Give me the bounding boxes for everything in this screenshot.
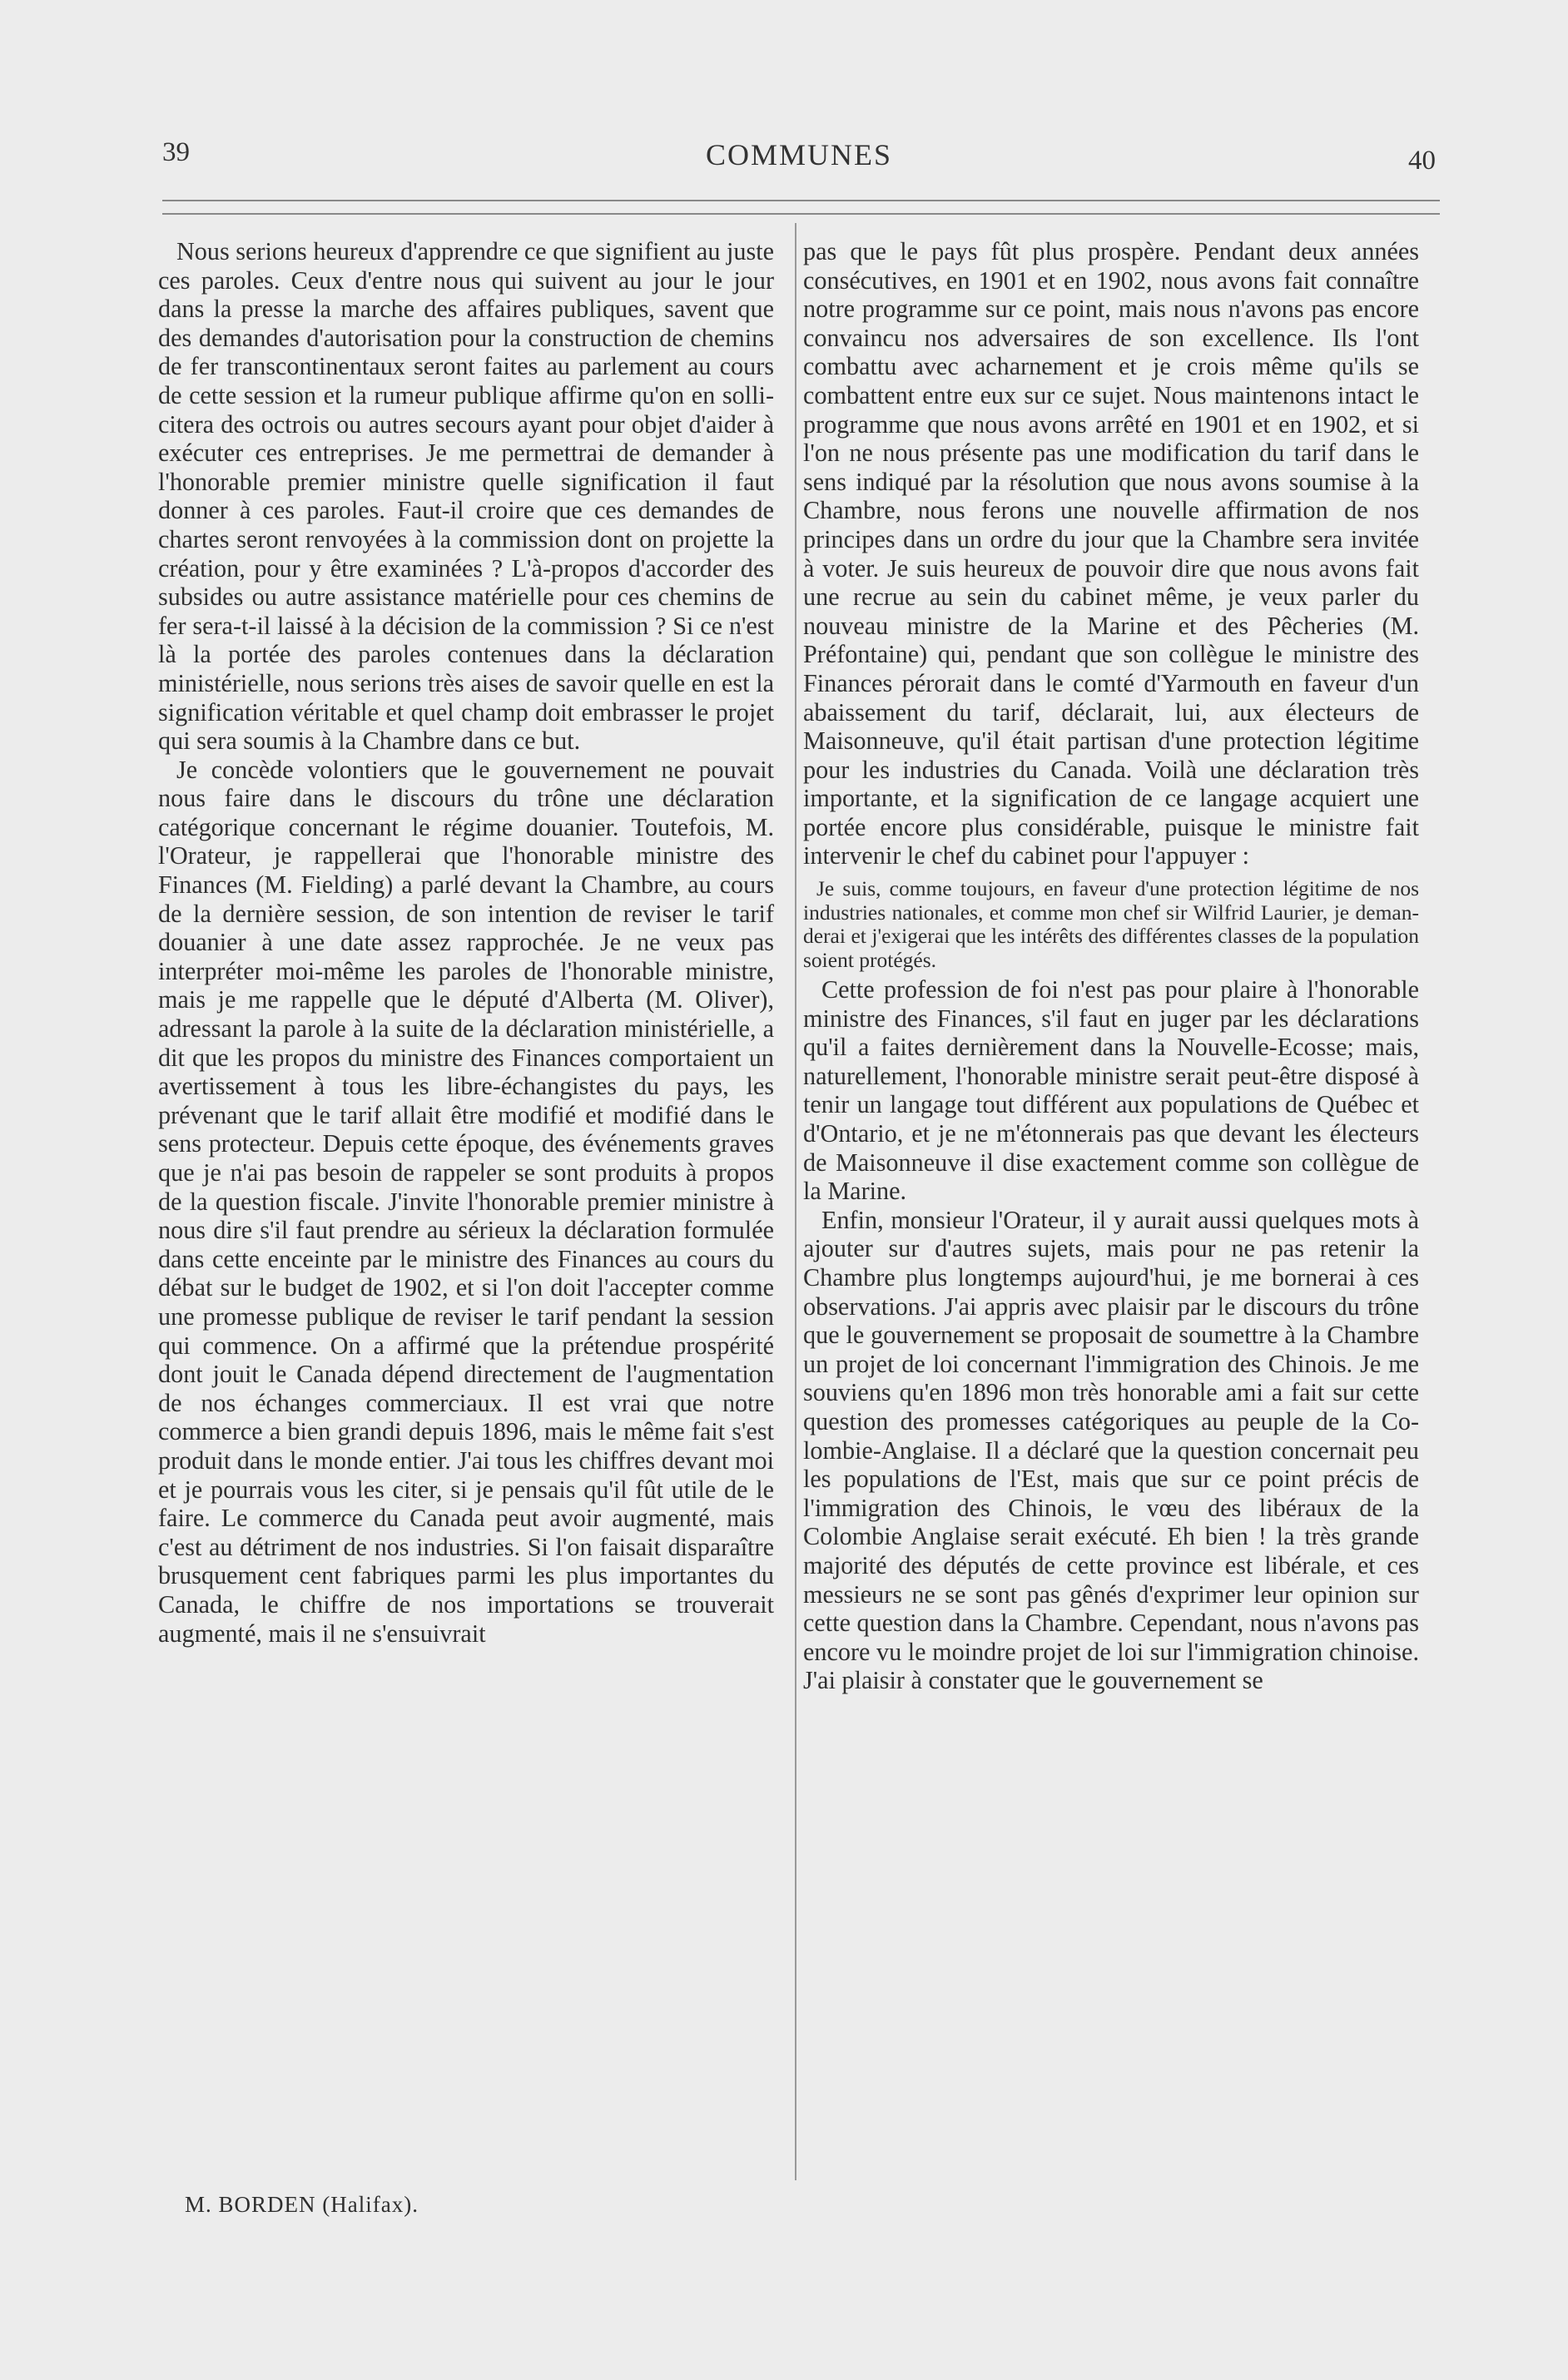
running-head-title: COMMUNES [706, 138, 893, 171]
block-quote: Je suis, comme toujours, en faveur d'une protection légitime de nos industries nationales, et comme mon chef sir Wilfrid Laurier, je demanderai et j'exigerai que les intérêts des différentes classes de la population soient protégés. [803, 876, 1419, 972]
left-page-number: 39 [162, 137, 190, 167]
right-paragraph-3: Enfin, monsieur l'Orateur, il y aurait aussi quelques mots à ajouter sur d'autres sujets, mais pour ne pas retenir la Chambre plus longtemps aujourd'hui, je me bornerai à ces observations. J'ai appris avec plaisir par le discours du trône que le gouvernement se proposait de soumettre à la Chambre un projet de loi concernant l'immigration des Chinois. Je me souviens qu'en 1896 mon très honorable ami a fait sur cette question des promesses catégoriques au peuple de la Colombie-Anglaise. Il a déclaré que la question concernait peu les populations de l'Est, mais que sur ce point précis de l'immigration des Chinois, le vœu des libéraux de la Colombie Anglaise serait exécuté. Eh bien ! la très grande majorité des députés de cette province est libérale, et ces messieurs ne se sont pas gênés d'exprimer leur opinion sur cette question dans la Chambre. Cependant, nous n'avons pas encore vu le moindre projet de loi sur l'immigration chinoise. J'ai plaisir à constater que le gouvernement se [803, 1205, 1419, 1695]
right-page-number: 40 [1408, 146, 1436, 176]
speaker-footer: M. BORDEN (Halifax). [185, 2192, 419, 2217]
header-rule-bottom [162, 213, 1440, 215]
right-column [803, 237, 1419, 1695]
left-column [158, 237, 774, 1648]
right-paragraph-2: Cette profession de foi n'est pas pour plaire à l'honorable ministre des Finances, s'il faut en juger par les déclarations qu'il a faites dernièrement dans la Nouvelle-Ecosse; mais, naturellement, l'honorable ministre serait peut-être disposé à tenir un langage tout différent aux populations de Québec et d'Ontario, et je ne m'étonnerais pas que devant les électeurs de Maisonneuve il dise exactement comme son collègue de la Marine. [803, 975, 1419, 1206]
right-paragraph-1: pas que le pays fût plus prospère. Pendant deux années consécutives, en 1901 et en 1902, nous avons fait connaître notre programme sur ce point, mais nous n'avons pas encore convaincu nos adversaires de son excellence. Ils l'ont combattu avec acharnement et je crois même qu'ils se combattent entre eux sur ce sujet. Nous maintenons intact le programme que nous avons arrêté en 1901 et en 1902, et si l'on ne nous présente pas une modification du tarif dans le sens indiqué par la résolution que nous avons soumise à la Chambre, nous ferons une nouvelle affirmation de nos principes dans un ordre du jour que la Chambre sera invitée à voter. Je suis heureux de pouvoir dire que nous avons fait une recrue au sein du cabinet même, je veux parler du nouveau ministre de la Marine et des Pêcheries (M. Préfontaine) qui, pendant que son collègue le ministre des Finances pérorait dans le comté d'Yarmouth en faveur d'un abaissement du tarif, déclarait, lui, aux électeurs de Maisonneuve, qu'il était partisan d'une protection légitime pour les industries du Canada. Voilà une déclaration très importante, et la signification de ce langage acquiert une portée encore plus considérable, puisque le ministre fait intervenir le chef du cabinet pour l'appuyer : [803, 237, 1419, 870]
left-paragraph-1: Nous serions heureux d'apprendre ce que signifient au juste ces paroles. Ceux d'entre nous qui suivent au jour le jour dans la presse la marche des affaires publiques, savent que des demandes d'autorisation pour la construction de chemins de fer transcontinentaux seront faites au parlement au cours de cette session et la rumeur publique affirme qu'on en sollicitera des octrois ou autres secours ayant pour objet d'aider à exécuter ces entreprises. Je me permettrai de demander à l'honorable premier ministre quelle signification il faut donner à ces paroles. Faut-il croire que ces demandes de chartes seront renvoyées à la commission dont on projette la création, pour y être examinées ? L'à-propos d'accorder des subsides ou autre assistance matérielle pour ces chemins de fer sera-t-il laissé à la décision de la commission ? Si ce n'est là la portée des paroles contenues dans la déclaration ministérielle, nous serions très aises de savoir quelle en est la signification véritable et quel champ doit embrasser le projet qui sera soumis à la Chambre dans ce but. [158, 237, 774, 756]
column-divider [795, 223, 796, 2180]
left-paragraph-2: Je concède volontiers que le gouvernement ne pouvait nous faire dans le discours du trône une déclaration catégorique concernant le régime douanier. Toutefois, M. l'Orateur, je rappellerai que l'honorable ministre des Finances (M. Fielding) a parlé devant la Chambre, au cours de la dernière session, de son intention de reviser le tarif douanier à une date assez rapprochée. Je ne veux pas interpréter moi-même les paroles de l'honorable ministre, mais je me rappelle que le député d'Alberta (M. Oliver), adressant la parole à la suite de la déclaration ministérielle, a dit que les propos du ministre des Finances comportaient un avertissement à tous les libre-échangistes du pays, les prévenant que le tarif allait être modifié et modifié dans le sens protecteur. Depuis cette époque, des événements graves que je n'ai pas besoin de rappeler se sont produits à propos de la question fiscale. J'invite l'honorable premier ministre à nous dire s'il faut prendre au sérieux la déclaration formulée dans cette enceinte par le ministre des Finances au cours du débat sur le budget de 1902, et si l'on doit l'accepter comme une promesse publique de reviser le tarif pendant la session qui commence. On a affirmé que la prétendue prospérité dont jouit le Canada dépend directement de l'augmentation de nos échanges commerciaux. Il est vrai que notre commerce a bien grandi depuis 1896, mais le même fait s'est produit dans le monde entier. J'ai tous les chiffres devant moi et je pourrais vous les citer, si je pensais qu'il fût utile de le faire. Le commerce du Canada peut avoir augmenté, mais c'est au détriment de nos industries. Si l'on faisait disparaître brusquement cent fabriques parmi les plus importantes du Canada, le chiffre de nos importations se trouverait augmenté, mais il ne s'ensuivrait [158, 755, 774, 1648]
header-rule-top [162, 200, 1440, 201]
